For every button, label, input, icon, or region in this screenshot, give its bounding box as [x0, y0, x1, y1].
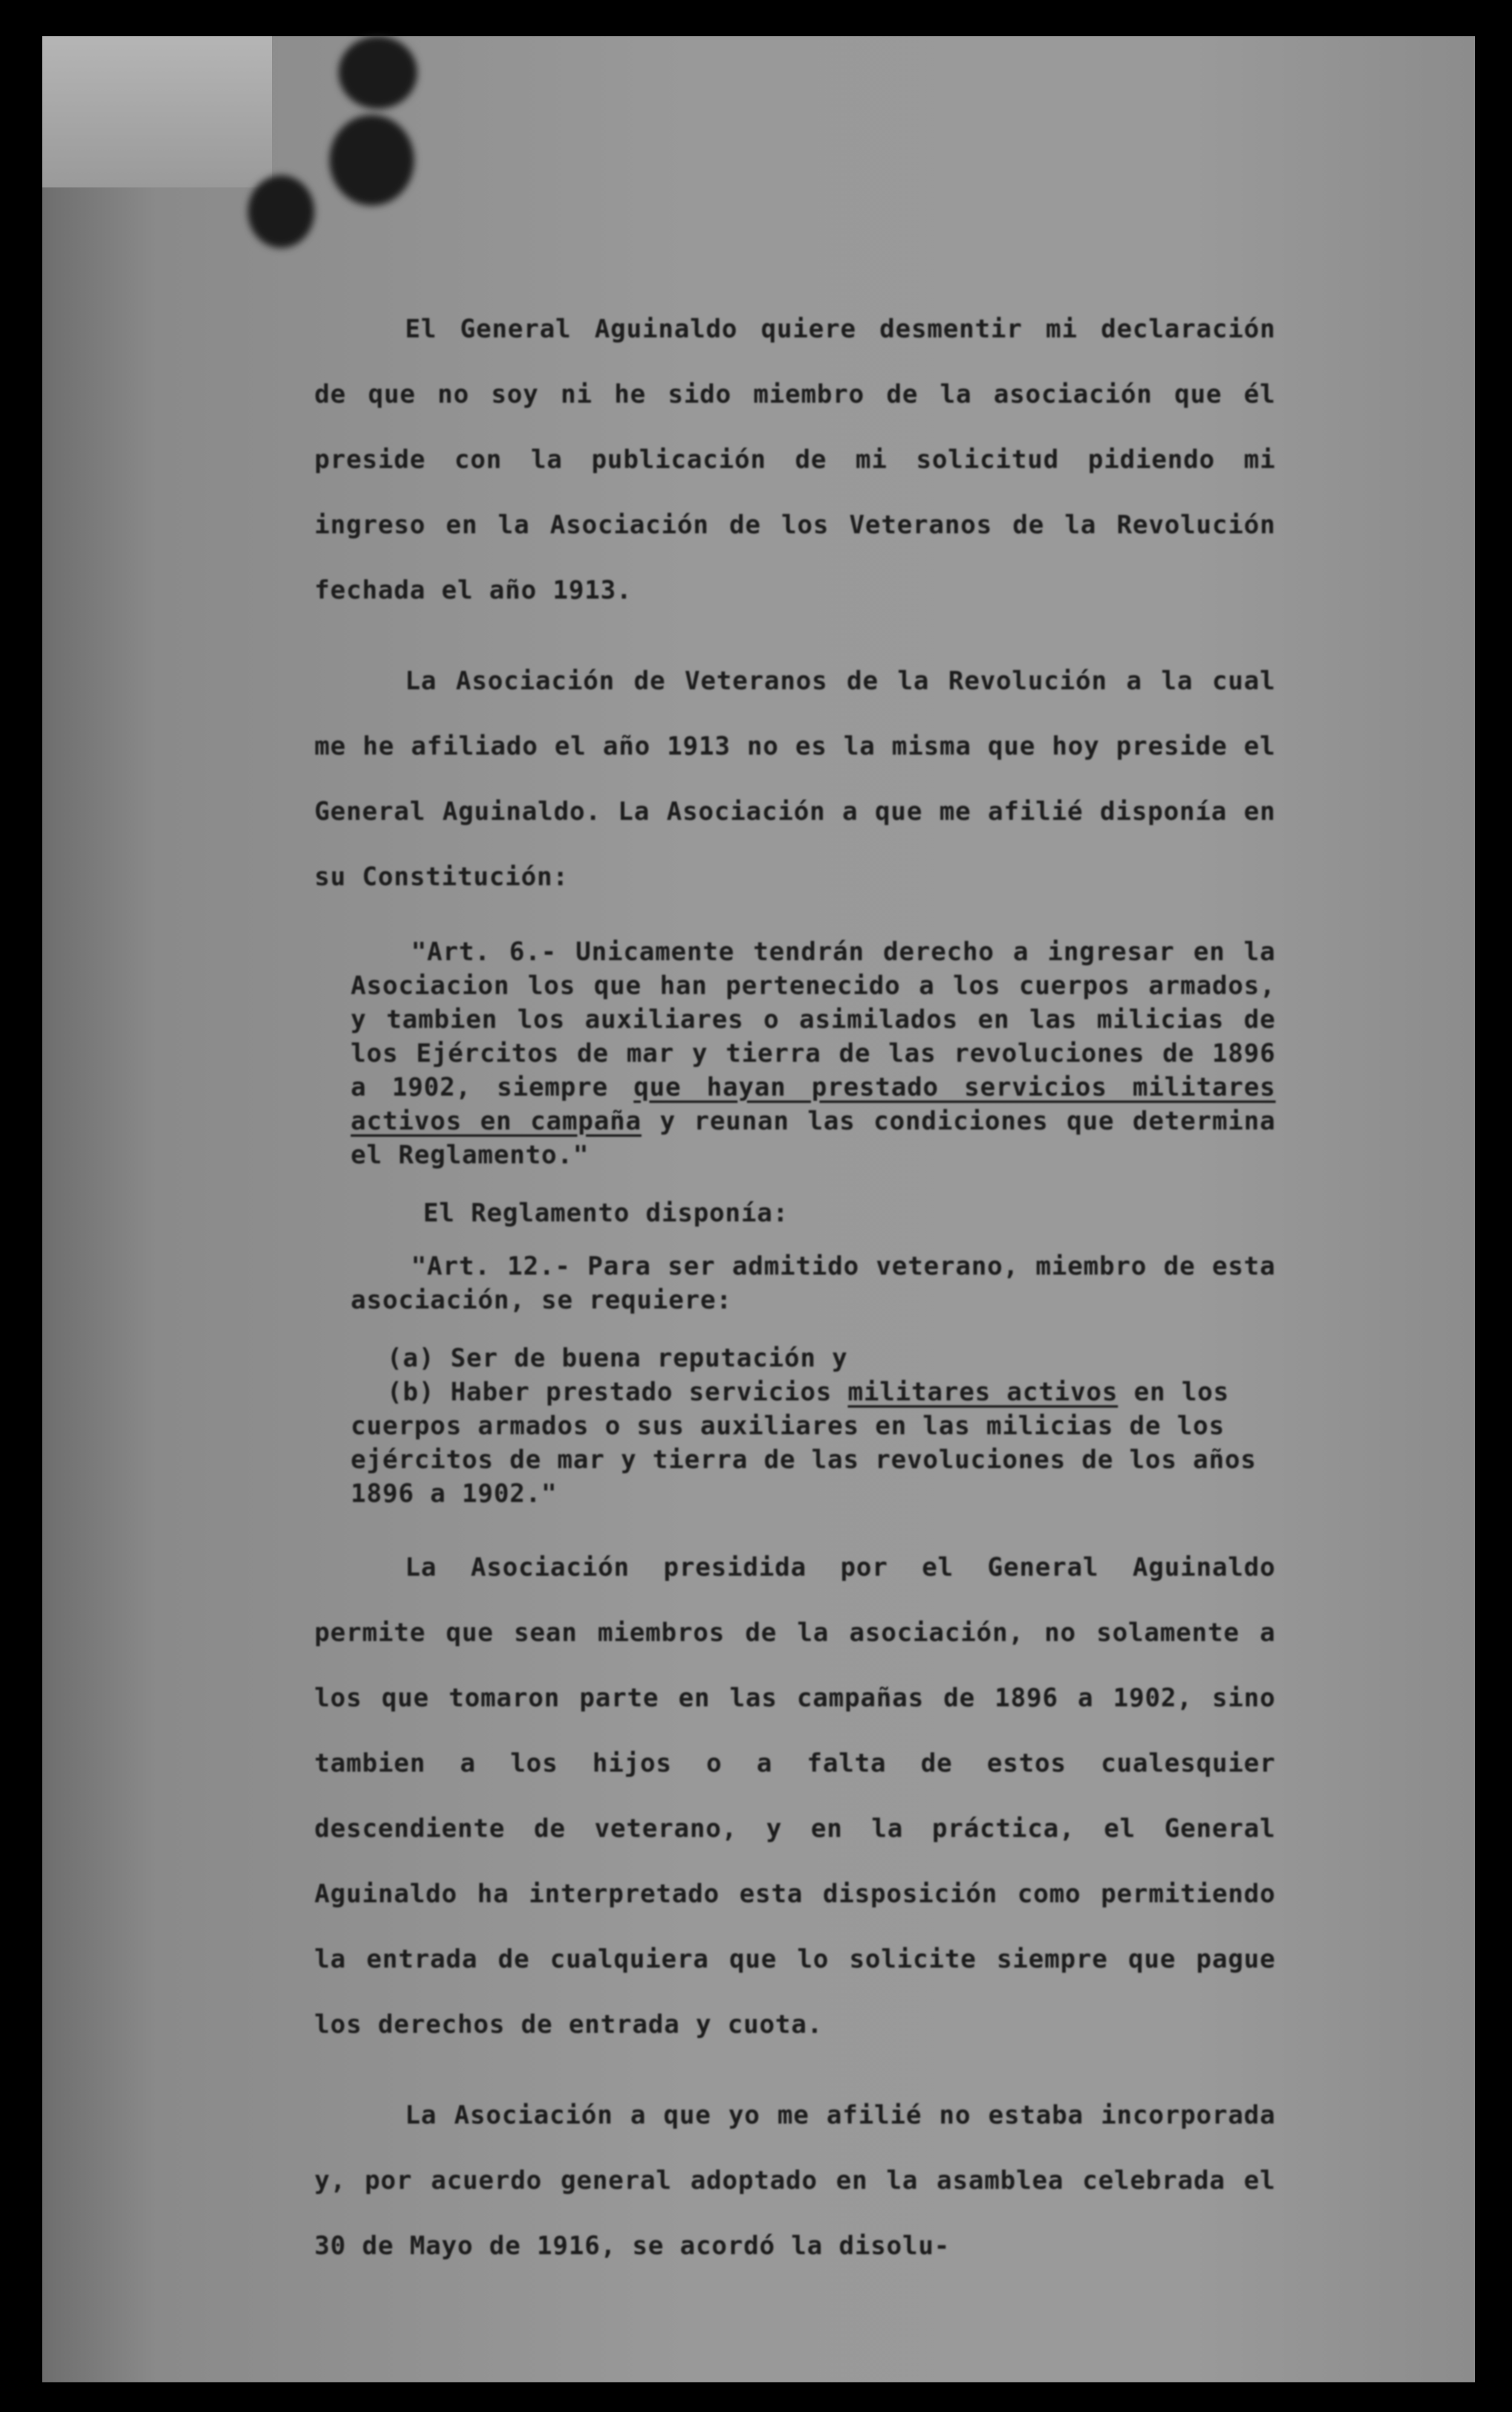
- list-item: [351, 1375, 1276, 1510]
- list-item-text: en los cuerpos armados o sus auxiliares en las milicias de los ejércitos de mar y tierra de las revoluciones de los años 1896 a 1902.": [351, 1377, 1257, 1508]
- quote-text: y reunan las condiciones que determina el Reglamento.": [351, 1106, 1276, 1169]
- document-text: [314, 296, 1276, 2304]
- punch-hole: [339, 36, 417, 109]
- underlined-text: que hayan prestado servicios militares activos en campaña: [351, 1072, 1276, 1136]
- quote-art-6: [351, 935, 1276, 1172]
- quote-text: "Art. 6.- Unicamente tendrán derecho a ingresar en la Asociacion los que han pertenecido a los cuerpos armados, y tambien los auxiliares o asimilados en las milicias de los Ejércitos de mar y tierra de las revoluciones de 1896 a 1902, siempre: [351, 937, 1276, 1102]
- paragraph: El General Aguinaldo quiere desmentir mi declaración de que no soy ni he sido miembro de la asociación que él preside con la publicación de mi solicitud pidiendo mi ingreso en la Asociación de los Veteranos de la Revolución fechada el año 1913.: [314, 314, 1276, 605]
- requirements-list: [351, 1341, 1276, 1510]
- paragraph: La Asociación de Veteranos de la Revolución a la cual me he afiliado el año 1913 no es la misma que hoy preside el General Aguinaldo. La Asociación a que me afilié disponía en su Constitución:: [314, 666, 1276, 891]
- paragraph: La Asociación presidida por el General Aguinaldo permite que sean miembros de la asociación, no solamente a los que tomaron parte en las campañas de 1896 a 1902, sino tambien a los hijos o a falta de estos cualesquier descendiente de veterano, y en la práctica, el General Aguinaldo ha interpretado esta disposición como permitiendo la entrada de cualquiera que lo solicite siempre que pague los derechos de entrada y cuota.: [314, 1552, 1276, 2039]
- reglamento-intro: El Reglamento disponía:: [423, 1198, 789, 1227]
- list-item-text: (b) Haber prestado servicios: [387, 1377, 848, 1406]
- punch-hole: [329, 115, 414, 206]
- punch-hole: [248, 175, 314, 248]
- paragraph: La Asociación a que yo me afilié no estaba incorporada y, por acuerdo general adoptado en la asamblea celebrada el 30 de Mayo de 1916, se acordó la disolu-: [314, 2100, 1276, 2260]
- quote-art-12: "Art. 12.- Para ser admitido veterano, miembro de esta asociación, se requiere:: [351, 1251, 1276, 1315]
- list-item: (a) Ser de buena reputación y: [387, 1343, 848, 1373]
- paper-tab: [42, 36, 272, 187]
- underlined-text: militares activos: [848, 1377, 1118, 1406]
